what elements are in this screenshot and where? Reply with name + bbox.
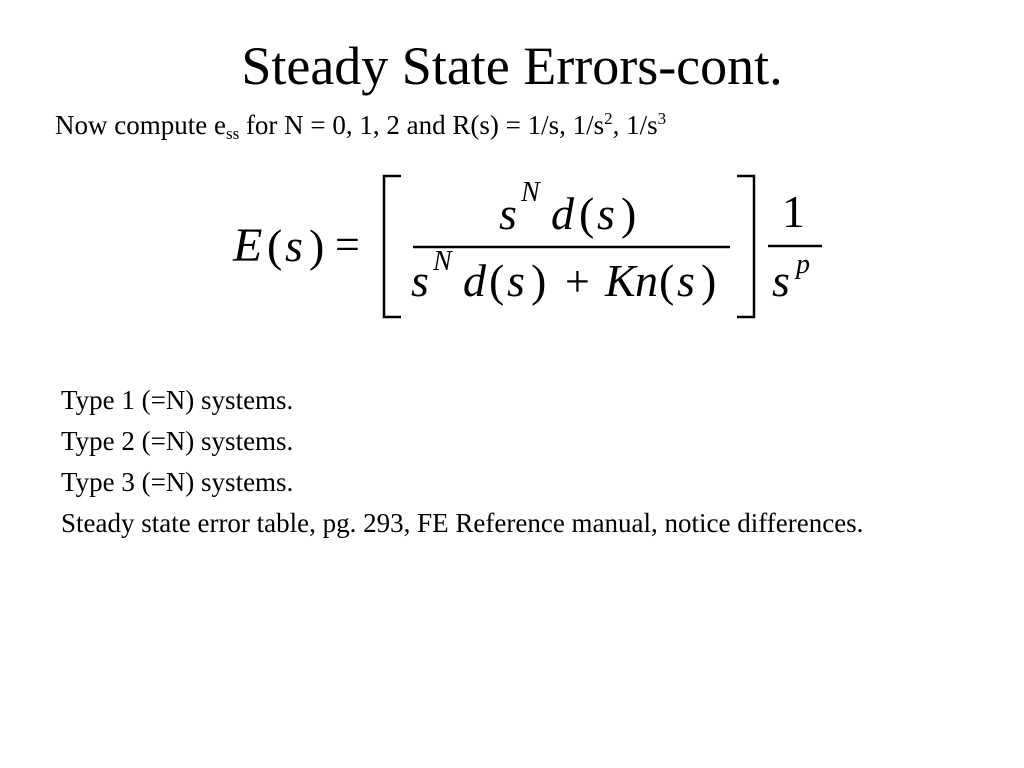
- intro-middle: for N = 0, 1, 2 and R(s) = 1/s, 1/s: [239, 110, 605, 140]
- num-open-paren: (: [579, 188, 595, 239]
- den-close-paren: ): [531, 255, 547, 306]
- num-N: N: [521, 177, 540, 208]
- num-d: d: [551, 188, 574, 239]
- den-n: n: [635, 255, 658, 306]
- intro-separator: , 1/s: [612, 110, 658, 140]
- intro-superscript-3: 3: [657, 109, 667, 128]
- den-K: K: [605, 255, 636, 306]
- left-bracket: [384, 176, 401, 317]
- den-s: s: [411, 255, 429, 306]
- den-open-paren: (: [489, 255, 505, 306]
- frac-s: s: [772, 255, 790, 306]
- bullet-item: Steady state error table, pg. 293, FE Reference manual, notice differences.: [61, 508, 864, 538]
- den-N: N: [433, 246, 452, 277]
- lhs-s: s: [285, 220, 303, 271]
- bullet-item: Type 2 (=N) systems.: [61, 426, 294, 456]
- bullet-item: Type 3 (=N) systems.: [61, 467, 294, 497]
- bullet-item: Type 1 (=N) systems.: [61, 385, 294, 415]
- intro-subscript: ss: [225, 124, 240, 143]
- intro-superscript-2: 2: [604, 109, 613, 128]
- den-open-paren-2: (: [659, 255, 675, 306]
- num-close-paren: ): [621, 188, 637, 239]
- den-close-paren-2: ): [701, 255, 717, 306]
- slide-title: Steady State Errors-cont.: [241, 36, 783, 96]
- num-s2: s: [597, 188, 615, 239]
- lhs-E: E: [233, 219, 263, 272]
- den-plus: +: [565, 257, 590, 306]
- num-s: s: [499, 188, 517, 239]
- right-bracket: [737, 176, 754, 317]
- frac-p: p: [796, 249, 810, 280]
- lhs-close-paren: ): [309, 220, 325, 271]
- intro-prefix: Now compute e: [55, 110, 226, 140]
- den-s2: s: [507, 255, 525, 306]
- den-s3: s: [677, 255, 695, 306]
- frac-one: 1: [782, 186, 805, 237]
- error-equation: [225, 165, 845, 330]
- lhs-equals: =: [335, 220, 360, 269]
- bullet-list: [61, 380, 941, 544]
- error-equation-svg: [225, 165, 845, 330]
- den-d: d: [463, 255, 486, 306]
- intro-line: [55, 108, 666, 142]
- lhs-open-paren: (: [267, 220, 283, 271]
